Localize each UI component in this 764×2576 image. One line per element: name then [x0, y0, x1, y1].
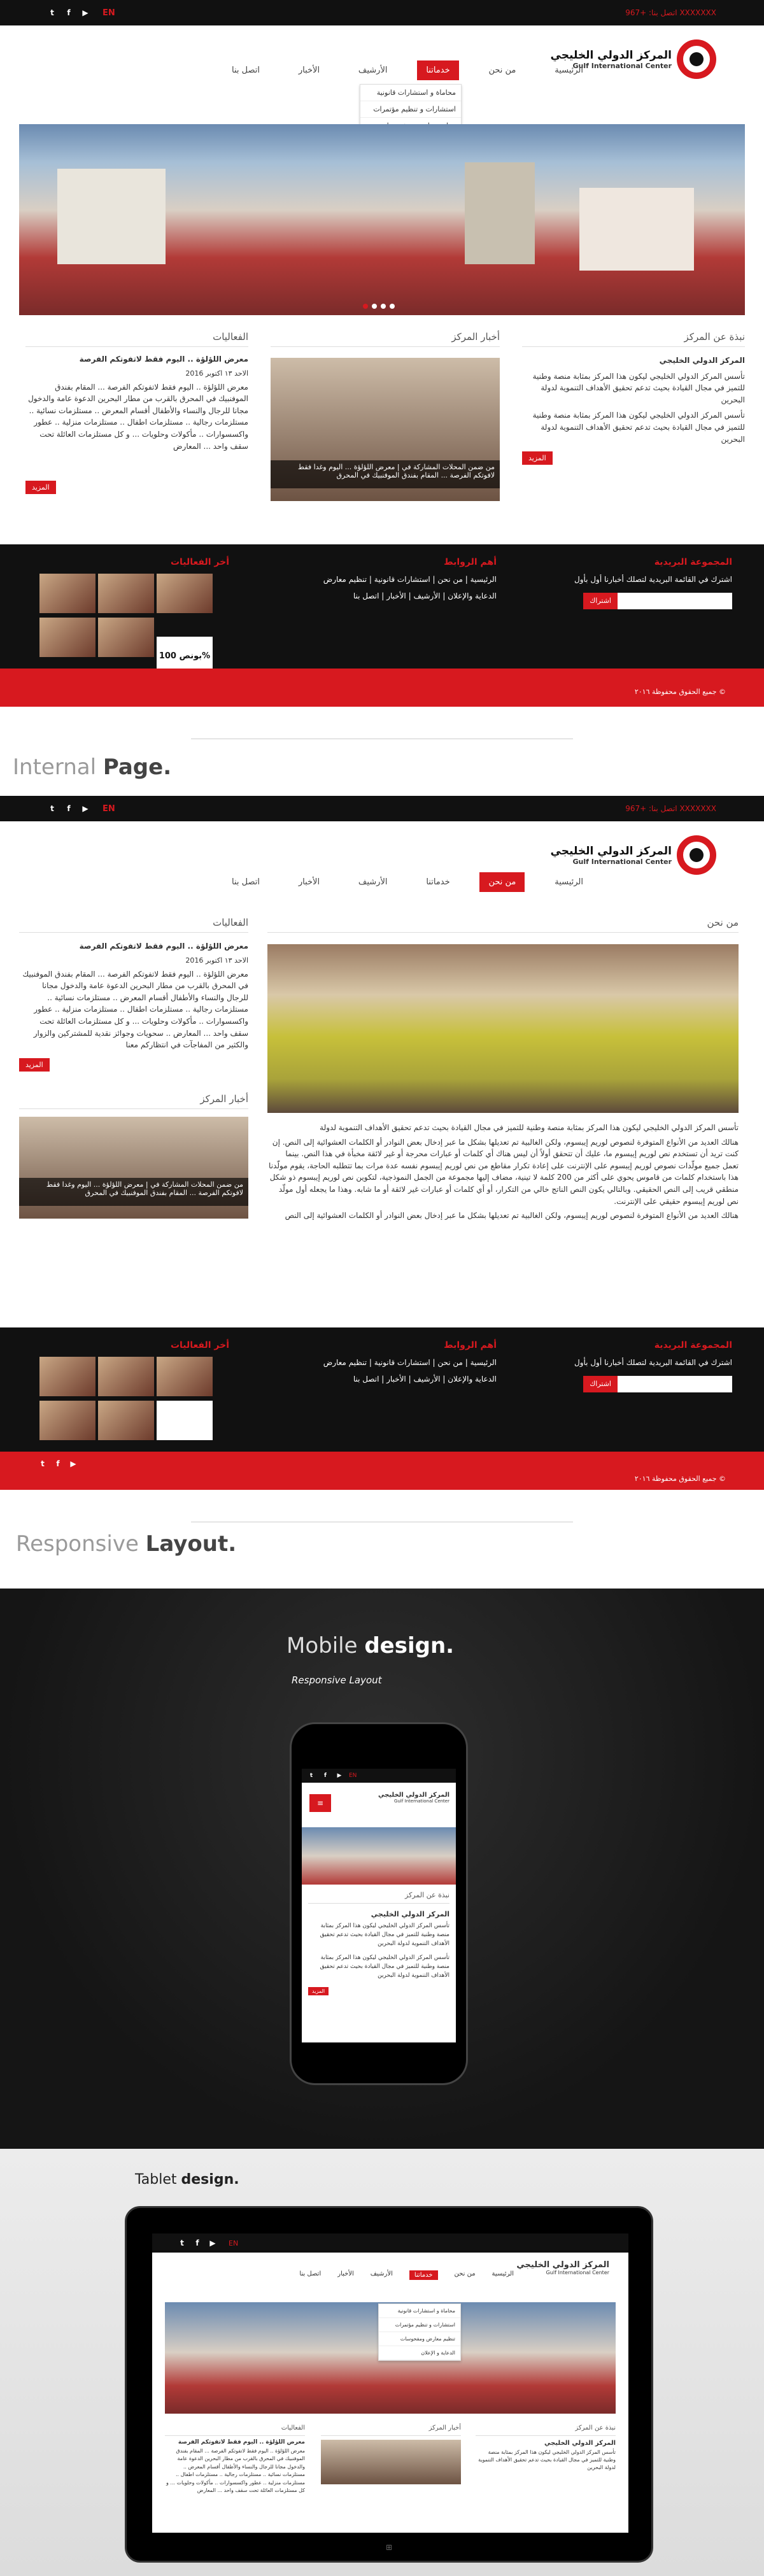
main-nav: [223, 872, 592, 892]
about-text: تأسس المركز الدولي الخليجي ليكون هذا المركز بمثابة منصة وطنية للتميز في مجال القيادة بحيث تدعم تحقيق الأهداف التنموية لدولة البحرين: [532, 371, 745, 404]
home-button[interactable]: ⊞: [385, 2543, 393, 2552]
slider-dots: [363, 304, 395, 309]
nav-services[interactable]: خدماتنا: [417, 60, 458, 80]
tablet-screen: t f ▶ EN المركز الدولي الخليجي Gulf International Center الرئيسية من نحن خدماتنا الأرشيف الأخبار اتصل بنا محاماة و استشارات قانونية استشارات و تنظيم مؤتمرات تنظيم معارض ومفحوسات الدعاية و الإعلان نبذة عن المركز المركز الدولي الخليجي تأسس المركز الدولي الخليجي ليكون هذا المركز بمثابة منصة وطنية للتميز في مجال القيادة بحيث تدعم تحقيق الأهداف التنموية لدولة البحرين أخبار المركز الفعاليات معرض اللؤلؤة .. اليوم فقط لاتفوتكم الفرصة معرض اللؤلؤة .. اليوم فقط لاتفوتكم الفرصة ... المقام بفندق الموفنبيك في المحرق بالقرب من مطار البحرين الدعوة عامة والدخول مجانا للرجال والنساء والأطفال أقسام المعرض .. مستلزمات نسائية .. مستلزمات رجالية .. مستلزمات اطفال .. مستلزمات منزلية .. عطور واكسسوارات .. مأكولات وحلويات ... و كل مستلزمات العائلة تحت سقف واحد ... المعارض: [152, 2233, 628, 2533]
logo-mark: [677, 39, 716, 79]
event-thumb[interactable]: [39, 618, 96, 657]
about-paragraph: هنالك العديد من الأنواع المتوفرة لنصوص لوريم إيبسوم، ولكن الغالبية تم تعديلها بشكل ما عبر إدخال بعض النوادر أو الكلمات العشوائية إلى النص. إن كنت تريد أن تستخدم نص لوريم إيبسوم ما، عليك أن تتحقق أولاً أن ليس هناك أي كلمات أو عبارات محرجة أو غير لائقة مخبأة في هذا النص. بينما تعمل جميع مولّدات نصوص لوريم إيبسوم على الإنترنت على إعادة تكرار مقاطع من نص لوريم إيبسوم نفسه عدة مرات بما تتطلبه الحاجة، يقوم مولّدنا هذا باستخدام كلمات من قاموس يحوي على أكثر من 200 كلمة لا تينية، مضاف إليها مجموعة من الجمل النموذجية، لتكوين نص لوريم إيبسوم ذو شكل منطقي قريب إلى النص الحقيقي. وبالتالي يكون النص الناتج خالي من التكرار، أو أي كلمات أو عبارات غير لائقة أو ما شابه. وهذا ما يجعله أول مولّد نص لوريم إيبسوم حقيقي على الإنترنت.: [269, 1137, 739, 1206]
contact-text: اتصل بنا: +967 XXXXXXX: [625, 8, 716, 17]
nav-home[interactable]: الرئيسية: [555, 877, 583, 887]
youtube-icon[interactable]: ▶: [70, 1459, 76, 1468]
more-button[interactable]: المزيد: [19, 1058, 50, 1072]
event-thumb[interactable]: [39, 1401, 96, 1440]
links-title: أهم الروابط: [444, 557, 497, 567]
main-nav: [223, 60, 592, 80]
twitter-icon[interactable]: t: [50, 8, 54, 17]
about-section: [267, 917, 739, 1222]
nav-about[interactable]: من نحن: [488, 66, 516, 75]
logo-arabic: المركز الدولي الخليجي: [550, 48, 672, 62]
logo[interactable]: [551, 835, 716, 875]
events-sidebar: [19, 917, 248, 1219]
language-switch[interactable]: EN: [103, 8, 115, 18]
event-thumb[interactable]: [157, 574, 213, 613]
youtube-icon[interactable]: ▶: [209, 2239, 216, 2247]
nav-home[interactable]: الرئيسية: [555, 66, 583, 75]
youtube-icon[interactable]: ▶: [82, 804, 88, 813]
footer-link[interactable]: اتصل بنا: [353, 591, 379, 600]
footer-link[interactable]: من نحن: [437, 575, 463, 584]
nav-news[interactable]: الأخبار: [298, 66, 320, 75]
more-button[interactable]: المزيد: [25, 481, 56, 494]
news-image[interactable]: [271, 358, 500, 501]
news-caption: من ضمن المحلات المشاركة في | معرض اللؤلؤة ... اليوم وغدا فقط لافوتكم الفرصة ... المقام بفندق الموفنبيك في المحرق: [271, 460, 500, 488]
section-title: أخبار المركز: [271, 331, 500, 347]
event-headline[interactable]: معرض اللؤلؤة .. اليوم فقط لاتفوتكم الفرصة: [79, 355, 248, 364]
facebook-icon[interactable]: f: [56, 1459, 60, 1468]
slider-dot[interactable]: [381, 304, 386, 309]
footer-link[interactable]: الدعاية والإعلان: [448, 1375, 497, 1384]
event-thumb[interactable]: [98, 1401, 154, 1440]
home-mockup: [0, 0, 764, 707]
facebook-icon[interactable]: f: [195, 2239, 199, 2247]
newsletter-title: المجموعة البريدية: [654, 1340, 732, 1350]
latest-events: [38, 557, 229, 677]
footer: [0, 544, 764, 669]
top-bar: [0, 0, 764, 25]
event-date: الاحد ١٣ اكتوبر 2016: [185, 956, 248, 965]
facebook-icon[interactable]: f: [67, 804, 71, 813]
mobile-title: Mobile design.: [286, 1633, 455, 1659]
language-switch[interactable]: EN: [103, 803, 115, 814]
event-thumb[interactable]: [157, 1401, 213, 1440]
twitter-icon[interactable]: t: [41, 1459, 45, 1468]
footer-link[interactable]: الأخبار: [386, 1375, 406, 1384]
slider-dot[interactable]: [363, 304, 368, 309]
team-photo: [267, 944, 739, 1113]
nav-services[interactable]: خدماتنا: [426, 877, 450, 887]
mobile-section: [0, 1589, 764, 2149]
footer-link[interactable]: الرئيسية: [470, 1358, 497, 1367]
nav-archive[interactable]: الأرشيف: [358, 877, 388, 887]
events-section: [25, 331, 248, 494]
event-headline[interactable]: معرض اللؤلؤة .. اليوم فقط لاتفوتكم الفرصة: [79, 942, 248, 951]
footer-link[interactable]: من نحن: [437, 1358, 463, 1367]
links: أهم الروابط الرئيسية | من نحن | استشارات قانونية | تنظيم معارض الدعاية والإعلان | الأرشيف | الأخبار | اتصل بنا: [286, 557, 497, 600]
responsive-label: Responsive Layout.: [16, 1531, 237, 1557]
section-title: الفعاليات: [19, 917, 248, 933]
footer-link[interactable]: تنظيم معارض: [323, 575, 367, 584]
section-title: الفعاليات: [25, 331, 248, 347]
newsletter-text: اشترك في القائمة البريدية لتصلك أخبارنا أول بأول: [574, 575, 732, 584]
header: [0, 821, 764, 898]
menu-button[interactable]: ≡: [309, 1794, 331, 1812]
copyright-bar: [0, 1452, 764, 1490]
footer: [0, 1327, 764, 1452]
tablet-section: [0, 2149, 764, 2576]
nav-archive[interactable]: الأرشيف: [358, 66, 388, 75]
promo-text: بونص 100%: [159, 651, 211, 661]
nav-contact[interactable]: اتصل بنا: [232, 877, 260, 887]
internal-mockup: [0, 796, 764, 1496]
twitter-icon[interactable]: t: [309, 1773, 313, 1779]
news-section: [271, 331, 500, 479]
twitter-icon[interactable]: t: [50, 804, 54, 813]
news-caption: من ضمن المحلات المشاركة في | معرض اللؤلؤة ... اليوم وغدا فقط لافوتكم الفرصة ... المقام بفندق الموفنبيك في المحرق: [19, 1178, 248, 1206]
about-paragraph: هنالك العديد من الأنواع المتوفرة لنصوص لوريم إيبسوم، ولكن الغالبية تم تعديلها بشكل ما عبر إدخال بعض النوادر أو الكلمات العشوائية إلى النص: [285, 1211, 739, 1221]
nav-news[interactable]: الأخبار: [298, 877, 320, 887]
top-bar: [0, 796, 764, 821]
footer-link[interactable]: الرئيسية: [470, 575, 497, 584]
logo-mark: [677, 835, 716, 875]
event-thumb[interactable]: [98, 1357, 154, 1396]
section-title: من نحن: [267, 917, 739, 933]
event-thumb[interactable]: [39, 574, 96, 613]
footer-link[interactable]: الأرشيف: [413, 1375, 441, 1384]
footer-link[interactable]: الدعاية والإعلان: [448, 591, 497, 600]
subscribe-button[interactable]: اشتراك: [583, 593, 618, 609]
logo-english: Gulf International Center: [572, 857, 672, 866]
dropdown-item[interactable]: محاماة و استشارات قانونية: [360, 85, 461, 101]
copyright-text: جميع الحقوق محفوظة ٢٠١٦ ©: [634, 1475, 726, 1483]
latest-events-title: أخر الفعاليات: [170, 557, 229, 567]
slider-dot[interactable]: [390, 304, 395, 309]
about-paragraph: تأسس المركز الدولي الخليجي ليكون هذا المركز بمثابة منصة وطنية للتميز في مجال القيادة بحيث تدعم تحقيق الأهداف التنموية لدولة: [320, 1123, 739, 1132]
event-text: معرض اللؤلؤة .. اليوم فقط لاتفوتكم الفرصة ... المقام بفندق الموفنبيك في المحرق بالقرب من مطار البحرين الدعوة عامة والدخول مجانا للرجال والنساء والأطفال أقسام المعرض .. مستلزمات نسائية .. مستلزمات رجالية .. مستلزمات اطفال .. مستلزمات منزلية .. عطور واكسسوارات .. مأكولات وحلويات ... و كل مستلزمات العائلة تحت سقف واحد ... المعارض: [28, 382, 248, 451]
newsletter: [554, 557, 732, 609]
internal-page-label: Internal Page.: [13, 754, 172, 780]
footer-link[interactable]: تنظيم معارض: [323, 1358, 367, 1367]
more-button[interactable]: المزيد: [522, 451, 553, 465]
footer-link[interactable]: الأرشيف: [413, 591, 441, 600]
section-title: نبذة عن المركز: [522, 331, 745, 347]
facebook-icon[interactable]: f: [67, 8, 71, 17]
phone-device: [290, 1722, 468, 2085]
event-thumb[interactable]: [39, 1357, 96, 1396]
youtube-icon[interactable]: ▶: [82, 8, 88, 17]
tablet-title: Tablet design.: [135, 2172, 239, 2188]
about-section: [522, 331, 745, 465]
newsletter-text: اشترك في القائمة البريدية لتصلك أخبارنا أول بأول: [574, 1358, 732, 1367]
mobile-subtitle: Responsive Layout: [292, 1674, 382, 1686]
about-text: تأسس المركز الدولي الخليجي ليكون هذا المركز بمثابة منصة وطنية للتميز في مجال القيادة بحيث تدعم تحقيق الأهداف التنموية لدولة البحرين: [532, 411, 745, 444]
nav-about[interactable]: من نحن: [479, 872, 525, 892]
phone-screen: t f ▶ EN ≡ المركز الدولي الخليجي Gulf International Center نبذة عن المركز المركز الدولي الخليجي تأسس المركز الدولي الخليجي ليكون هذا المركز بمثابة منصة وطنية للتميز في مجال القيادة بحيث تدعم تحقيق الأهداف التنموية لدولة البحرين تأسس المركز الدولي الخليجي ليكون هذا المركز بمثابة منصة وطنية للتميز في مجال القيادة بحيث تدعم تحقيق الأهداف التنموية لدولة البحرين المزيد: [302, 1769, 456, 2042]
newsletter-title: المجموعة البريدية: [654, 557, 732, 567]
footer-link[interactable]: استشارات قانونية: [374, 1358, 430, 1367]
event-thumb[interactable]: [98, 574, 154, 613]
contact-text: اتصل بنا: +967 XXXXXXX: [625, 804, 716, 813]
links-title: أهم الروابط: [444, 1340, 497, 1350]
footer-link[interactable]: اتصل بنا: [353, 1375, 379, 1384]
latest-events: [38, 1340, 229, 1443]
logo-english: Gulf International Center: [572, 61, 672, 70]
about-subtitle: المركز الدولي الخليجي: [659, 356, 745, 365]
footer-link[interactable]: استشارات قانونية: [374, 575, 430, 584]
copyright-bar: [0, 681, 764, 707]
newsletter: [554, 1340, 732, 1392]
more-button[interactable]: المزيد: [308, 1987, 329, 1995]
youtube-icon[interactable]: ▶: [337, 1773, 342, 1779]
email-field[interactable]: [618, 593, 732, 609]
dropdown-item[interactable]: استشارات و تنظيم مؤتمرات: [360, 101, 461, 118]
hero-slider[interactable]: [19, 124, 745, 315]
copyright-text: جميع الحقوق محفوظة ٢٠١٦ ©: [634, 688, 726, 696]
header: [0, 25, 764, 113]
twitter-icon[interactable]: t: [180, 2239, 184, 2247]
footer-link[interactable]: الأخبار: [386, 591, 406, 600]
nav-contact[interactable]: اتصل بنا: [232, 66, 260, 75]
section-title: أخبار المركز: [19, 1093, 248, 1109]
event-text: معرض اللؤلؤة .. اليوم فقط لاتفوتكم الفرصة ... المقام بفندق الموفنبيك في المحرق بالقرب من مطار البحرين الدعوة عامة والدخول مجانا للرجال والنساء والأطفال أقسام المعرض .. مستلزمات نسائية .. مستلزمات رجالية .. مستلزمات اطفال .. مستلزمات منزلية .. عطور واكسسوارات .. مأكولات وحلويات ... و كل مستلزمات العائلة تحت سقف واحد ... المعارض .. سحويات وجوائز نقدية للمشتركين والزوار والكثير من المفاجآت في انتظاركم معنا: [22, 969, 248, 1050]
slider-dot[interactable]: [372, 304, 377, 309]
event-date: الاحد ١٣ اكتوبر 2016: [185, 369, 248, 378]
news-image[interactable]: [19, 1117, 248, 1219]
links: أهم الروابط الرئيسية | من نحن | استشارات قانونية | تنظيم معارض الدعاية والإعلان | الأرشيف | الأخبار | اتصل بنا: [286, 1340, 497, 1384]
event-thumb[interactable]: [157, 1357, 213, 1396]
logo-arabic: المركز الدولي الخليجي: [550, 844, 672, 858]
email-field[interactable]: [618, 1376, 732, 1392]
tablet-device: [125, 2206, 653, 2563]
latest-events-title: أخر الفعاليات: [170, 1340, 229, 1350]
facebook-icon[interactable]: f: [324, 1773, 327, 1779]
subscribe-button[interactable]: اشتراك: [583, 1376, 618, 1392]
event-thumb[interactable]: [98, 618, 154, 657]
